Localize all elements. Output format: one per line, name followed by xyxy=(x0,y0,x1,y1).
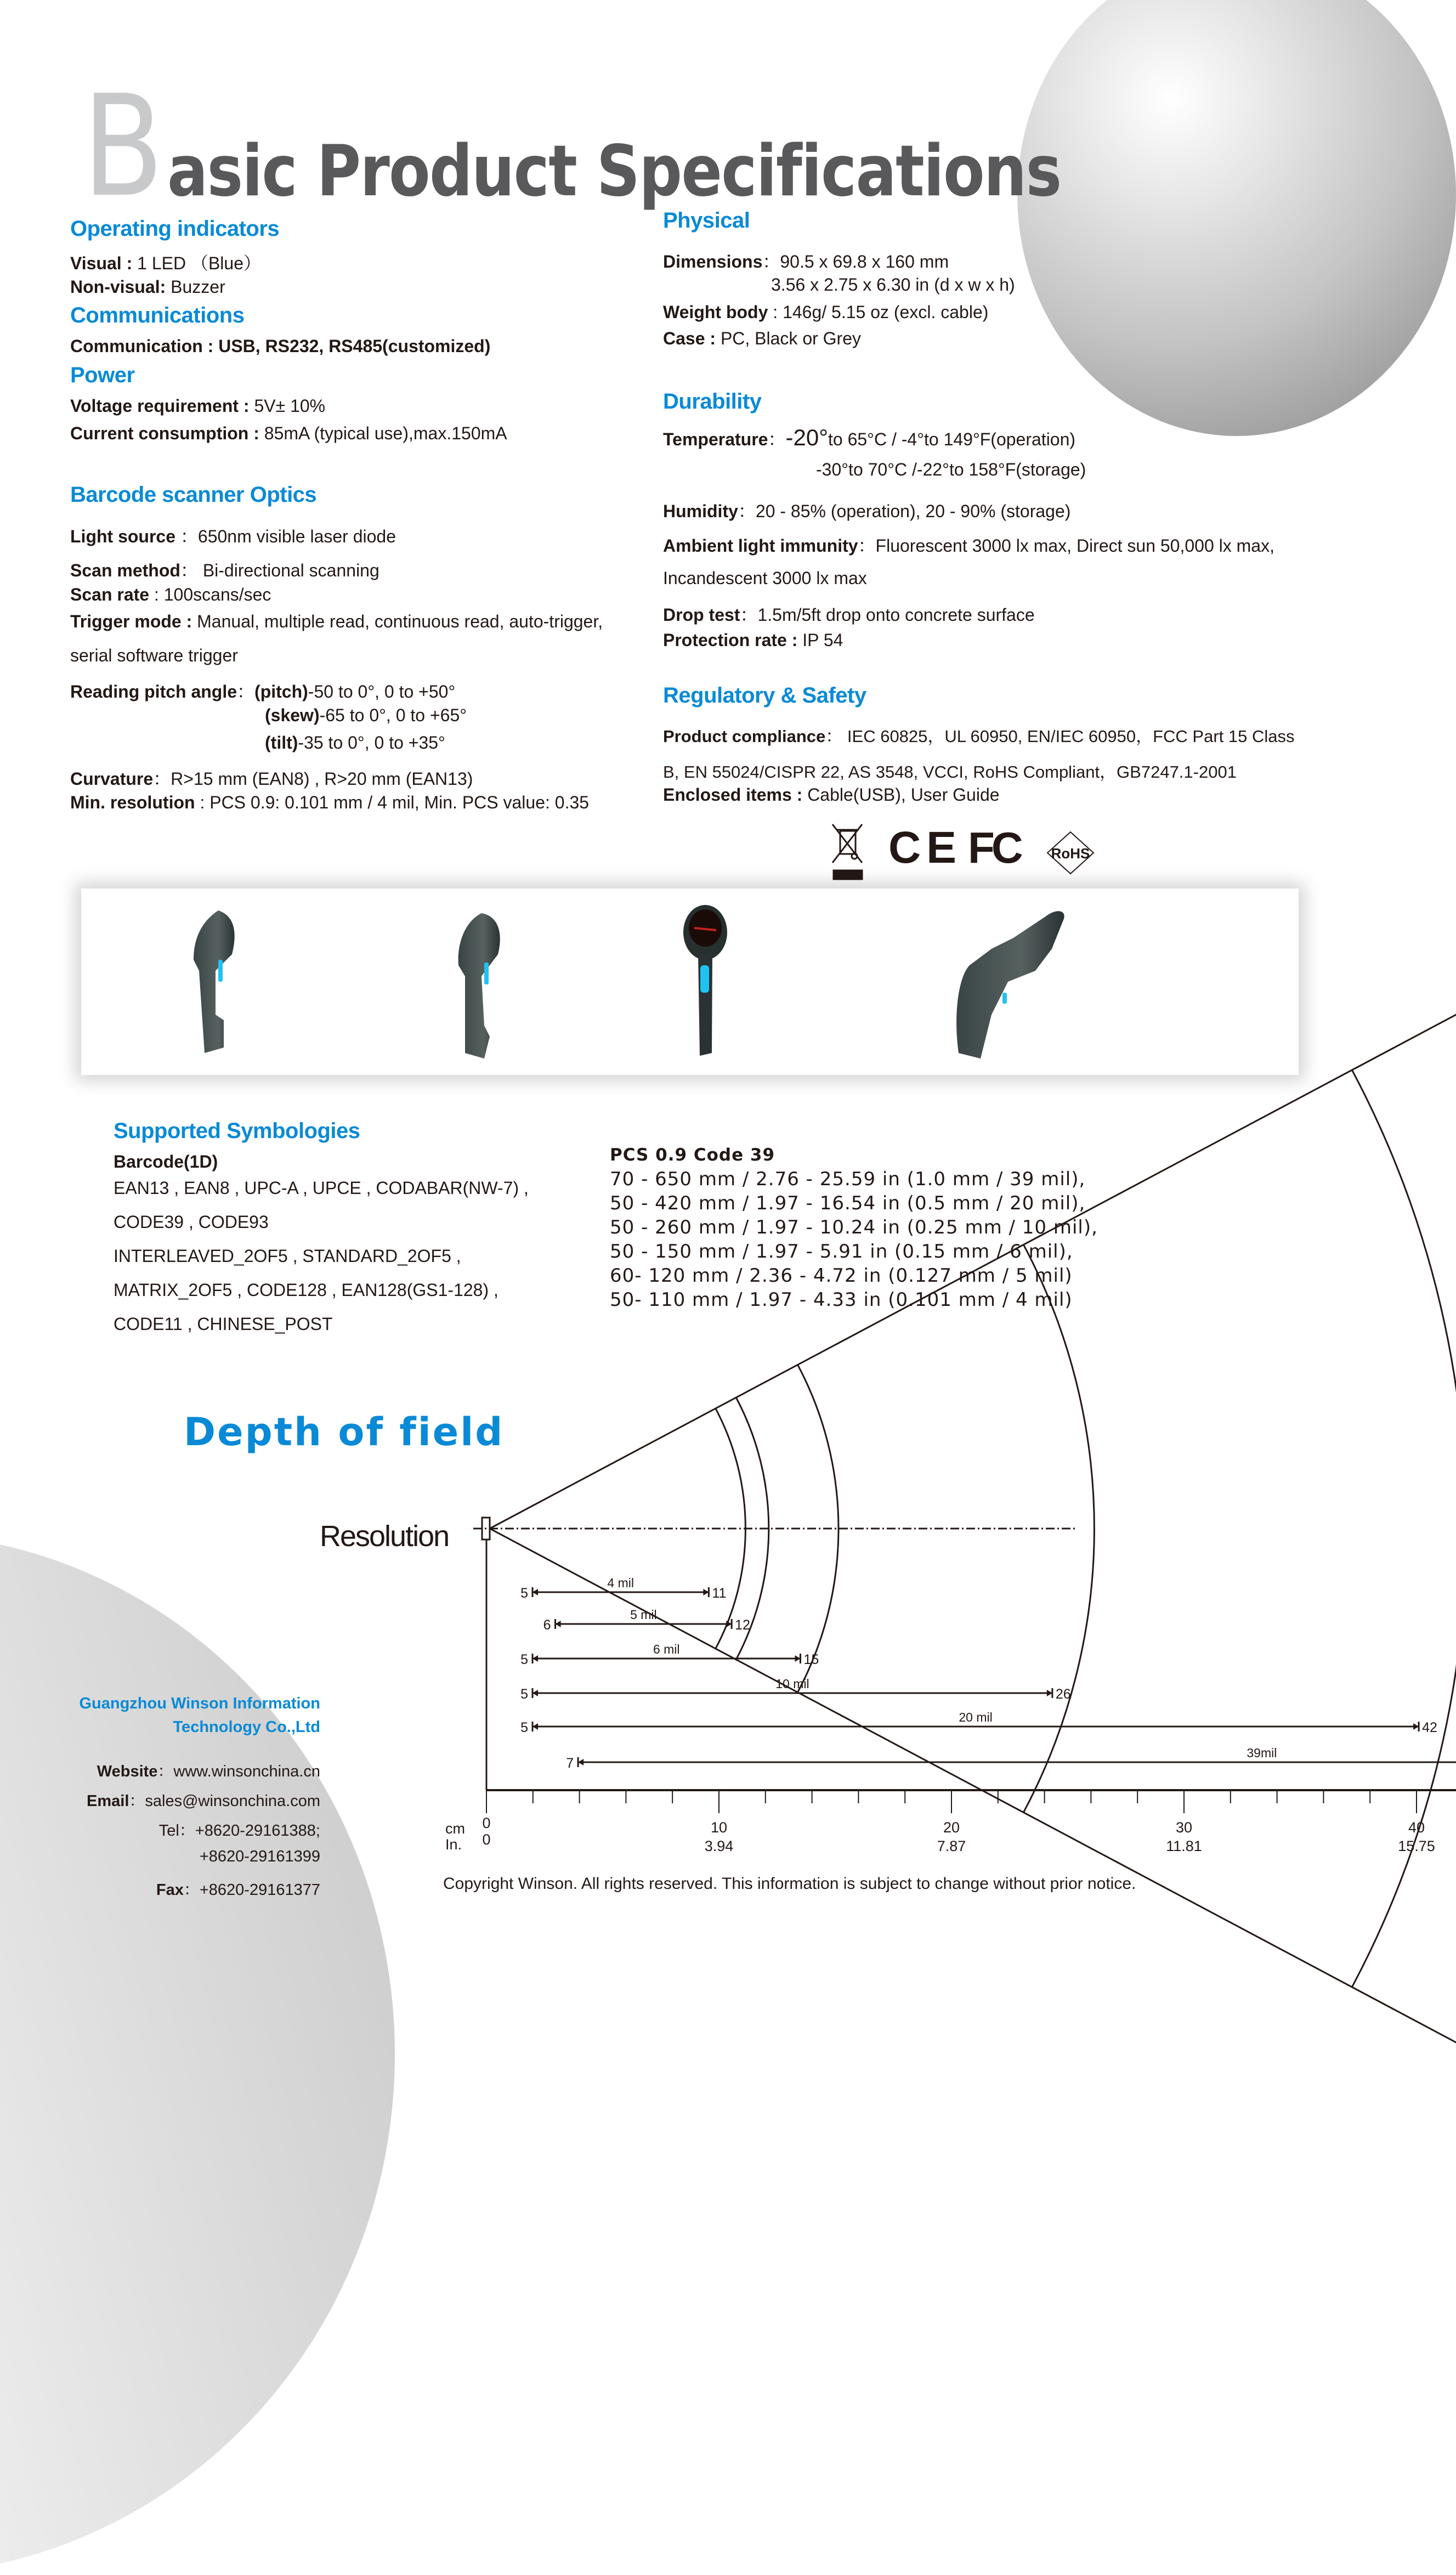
contact-website xyxy=(97,1759,320,1781)
temp-min: -20° xyxy=(785,425,828,450)
spec-value: IP 54 xyxy=(797,630,843,650)
spec-ambient-light-cont: Incandescent 3000 lx max xyxy=(663,568,867,588)
axis-in-tick-label: 15.75 xyxy=(1398,1838,1435,1854)
spec-value: to 65°C / -4°to 149°F(operation) xyxy=(828,429,1076,449)
range-start-label: 5 xyxy=(520,1652,528,1667)
axis-cm-tick-label: 20 xyxy=(943,1819,960,1836)
beam-edge-upper xyxy=(490,819,1456,1529)
heading-power: Power xyxy=(70,363,135,387)
spec-value: : PCS 0.9: 0.101 mm / 4 mil, Min. PCS value: 0.35 xyxy=(195,793,590,812)
pcs-line: 70 - 650 mm / 2.76 - 25.59 in (1.0 mm / 39 mil), xyxy=(610,1168,1086,1190)
spec-value: ： Bi-directional scanning xyxy=(180,561,379,580)
axis-in-tick-label: 0 xyxy=(482,1831,491,1848)
spec-label: Reading pitch angle xyxy=(70,682,237,701)
spec-value: ：1.5m/5ft drop onto concrete surface xyxy=(740,605,1035,625)
spec-sep: ： xyxy=(768,429,786,449)
range-end-label: 26 xyxy=(1055,1687,1071,1702)
range-start-label: 6 xyxy=(543,1617,551,1633)
range-arrow xyxy=(520,1576,726,1601)
spec-value: 5V± 10% xyxy=(249,396,326,416)
spec-sep: ： xyxy=(237,682,255,701)
spec-label: Visual : xyxy=(70,253,133,273)
spec-dimensions-in: 3.56 x 2.75 x 6.30 in (d x w x h) xyxy=(771,275,1015,295)
spec-trigger-mode-cont: serial software trigger xyxy=(70,646,238,665)
company-name-line2: Technology Co.,Ltd xyxy=(173,1718,320,1736)
symbologies-subheading: Barcode(1D) xyxy=(114,1152,218,1172)
spec-value: ：90.5 x 69.8 x 160 mm xyxy=(762,252,949,271)
axis-in-tick-label: 7.87 xyxy=(937,1838,966,1854)
spec-label: Drop test xyxy=(663,605,740,625)
pcs-line: 50- 110 mm / 1.97 - 4.33 in (0.101 mm / 4 mil) xyxy=(610,1289,1073,1311)
spec-value: ：20 - 85% (operation), 20 - 90% (storage) xyxy=(738,501,1071,521)
range-start-label: 5 xyxy=(520,1586,528,1601)
spec-value: 85mA (typical use),max.150mA xyxy=(259,423,507,443)
spec-label: Light source xyxy=(70,527,176,546)
spec-value: Cable(USB), User Guide xyxy=(802,785,1000,805)
axis-cm-tick-label: 10 xyxy=(710,1819,728,1836)
pcs-line: 50 - 420 mm / 1.97 - 16.54 in (0.5 mm / 20 mil), xyxy=(610,1192,1086,1214)
spec-value: ：Fluorescent 3000 lx max, Direct sun 50,000 lx max, xyxy=(858,536,1274,556)
range-resolution-label: 6 mil xyxy=(653,1642,680,1656)
pcs-line: 50 - 150 mm / 1.97 - 5.91 in (0.15 mm / 6 mil), xyxy=(610,1241,1073,1263)
spec-compliance-cont: B, EN 55024/CISPR 22, AS 3548, VCCI, RoHS Compliant，GB7247.1-2001 xyxy=(663,762,1237,782)
range-resolution-label: 39mil xyxy=(1247,1746,1277,1760)
pcs-heading: PCS 0.9 Code 39 xyxy=(610,1145,775,1165)
spec-communication: Communication : USB, RS232, RS485(customized) xyxy=(70,336,491,356)
symbology-line: INTERLEAVED_2OF5 , STANDARD_2OF5 , xyxy=(114,1246,461,1266)
spec-value: ：650nm visible laser diode xyxy=(175,527,396,546)
range-resolution-label: 10 mil xyxy=(775,1677,809,1691)
spec-value: Buzzer xyxy=(166,277,225,297)
range-end-label: 11 xyxy=(712,1586,727,1601)
tilt-label: (tilt) xyxy=(265,733,298,752)
range-arrow xyxy=(566,1746,1456,1771)
spec-value: 1 LED （Blue） xyxy=(132,253,262,273)
range-arrow xyxy=(520,1642,819,1667)
svg-text:RoHS: RoHS xyxy=(1051,845,1090,862)
axis-cm-tick-label: 40 xyxy=(1408,1819,1425,1836)
page-title: asic Product Specifications xyxy=(167,131,1061,212)
spec-label: Protection rate : xyxy=(663,630,798,650)
axis-unit-cm: cm xyxy=(445,1820,465,1837)
ce-mark-icon: CE xyxy=(888,823,962,873)
heading-regulatory: Regulatory & Safety xyxy=(663,683,866,708)
depth-of-field-title: Depth of field xyxy=(184,1410,505,1455)
website-link[interactable]: ：www.winsonchina.cn xyxy=(157,1763,320,1780)
symbology-line: CODE39 , CODE93 xyxy=(114,1212,269,1232)
range-resolution-label: 5 mil xyxy=(630,1608,657,1622)
range-end-label: 15 xyxy=(803,1652,819,1667)
spec-label: Trigger mode : xyxy=(70,612,192,631)
heading-durability: Durability xyxy=(663,389,762,414)
spec-label: Case : xyxy=(663,329,716,348)
pcs-line: 50 - 260 mm / 1.97 - 10.24 in (0.25 mm / 10 mil), xyxy=(610,1216,1098,1238)
spec-label: Enclosed items : xyxy=(663,785,803,805)
heading-optics: Barcode scanner Optics xyxy=(70,483,317,507)
spec-label: Dimensions xyxy=(663,252,763,271)
spec-label: Curvature xyxy=(70,769,154,789)
symbology-line: CODE11 , CHINESE_POST xyxy=(114,1314,333,1334)
contact-tel xyxy=(159,1818,320,1841)
spec-label: Scan method xyxy=(70,561,180,580)
axis-in-tick-label: 3.94 xyxy=(704,1838,734,1854)
contact-value: ：+8620-29161377 xyxy=(183,1881,320,1899)
spec-label: Humidity xyxy=(663,501,738,521)
resolution-label: Resolution xyxy=(320,1520,449,1553)
range-start-label: 5 xyxy=(520,1687,528,1702)
spec-label: Voltage requirement : xyxy=(70,396,250,416)
spec-label: Weight body xyxy=(663,302,768,322)
spec-label: Scan rate xyxy=(70,585,150,604)
heading-communications: Communications xyxy=(70,303,245,327)
spec-value: Manual, multiple read, continuous read, auto-trigger, xyxy=(192,612,603,631)
symbology-line: EAN13 , EAN8 , UPC-A , UPCE , CODABAR(NW-7) , xyxy=(114,1178,529,1198)
axis-in-tick-label: 11.81 xyxy=(1166,1838,1202,1854)
range-arrow xyxy=(520,1710,1437,1735)
spec-label: Temperature xyxy=(663,429,768,449)
range-start-label: 5 xyxy=(520,1720,528,1735)
spec-label: Min. resolution xyxy=(70,793,195,812)
axis-cm-tick-label: 0 xyxy=(482,1815,491,1831)
skew-label: (skew) xyxy=(265,705,320,725)
spec-value: ：R>15 mm (EAN8) , R>20 mm (EAN13) xyxy=(153,769,473,789)
contact-label: Website xyxy=(97,1763,158,1780)
spec-value: : 100scans/sec xyxy=(149,585,271,604)
axis-unit-in: In. xyxy=(445,1836,462,1853)
svg-text:FC: FC xyxy=(968,823,1020,872)
range-start-label: 7 xyxy=(566,1756,574,1771)
spec-label: Current consumption : xyxy=(70,423,259,443)
company-name-line1: Guangzhou Winson Information xyxy=(79,1695,320,1712)
range-arrow xyxy=(543,1608,750,1633)
copyright-notice: Copyright Winson. All rights reserved. This information is subject to change without prior notice. xyxy=(443,1875,1136,1893)
heading-operating-indicators: Operating indicators xyxy=(70,217,280,241)
contact-label: Tel xyxy=(158,1822,179,1840)
spec-value: ： IEC 60825，UL 60950, EN/IEC 60950，FCC Part 15 Class xyxy=(825,727,1295,746)
heading-symbologies: Supported Symbologies xyxy=(114,1119,360,1143)
range-end-label: 12 xyxy=(735,1617,750,1633)
pitch-value: -50 to 0°, 0 to +50° xyxy=(308,682,456,701)
pitch-label: (pitch) xyxy=(254,682,308,701)
heading-physical: Physical xyxy=(663,208,750,233)
tilt-value: -35 to 0°, 0 to +35° xyxy=(298,733,445,752)
range-resolution-label: 20 mil xyxy=(959,1710,993,1724)
pcs-line: 60- 120 mm / 2.36 - 4.72 in (0.127 mm / 5 mil) xyxy=(610,1265,1073,1287)
spec-label: Ambient light immunity xyxy=(663,536,858,556)
range-end-label: 42 xyxy=(1422,1720,1437,1735)
spec-temperature-storage: -30°to 70°C /-22°to 158°F(storage) xyxy=(816,460,1086,479)
contact-label: Email xyxy=(87,1792,129,1810)
email-link[interactable]: ：sales@winsonchina.com xyxy=(129,1792,320,1810)
spec-value: : 146g/ 5.15 oz (excl. cable) xyxy=(768,302,989,322)
range-arrow xyxy=(520,1677,1071,1702)
spec-label: Product compliance xyxy=(663,727,826,746)
contact-email xyxy=(87,1789,320,1811)
skew-value: -65 to 0°, 0 to +65° xyxy=(319,705,467,725)
contact-label: Fax xyxy=(156,1881,184,1899)
axis-cm-tick-label: 30 xyxy=(1175,1819,1193,1836)
contact-tel2: +8620-29161399 xyxy=(199,1848,320,1865)
contact-value: ：+8620-29161388; xyxy=(179,1822,320,1840)
spec-label: Non-visual: xyxy=(70,277,166,297)
spec-value: PC, Black or Grey xyxy=(716,329,861,348)
title-initial: B xyxy=(82,65,164,228)
range-resolution-label: 4 mil xyxy=(607,1576,634,1590)
contact-fax xyxy=(156,1877,320,1900)
symbology-line: MATRIX_2OF5 , CODE128 , EAN128(GS1-128) , xyxy=(114,1280,498,1300)
